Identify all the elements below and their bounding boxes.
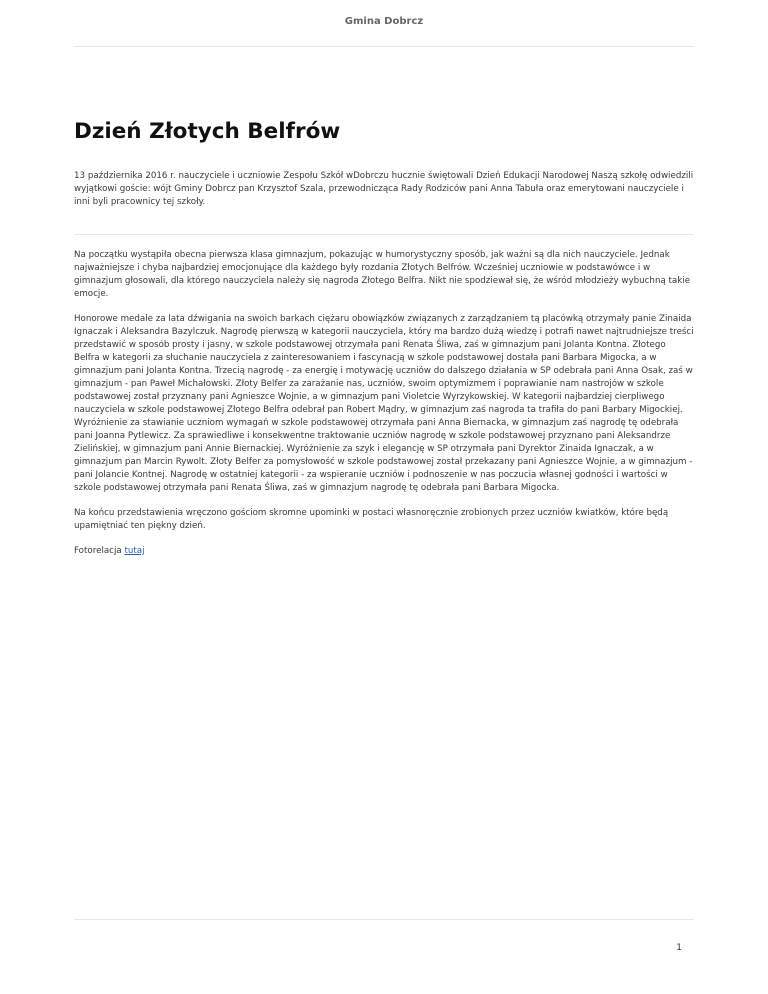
photo-report-link[interactable]: tutaj	[124, 546, 145, 556]
site-name[interactable]: Gmina Dobrcz	[344, 16, 424, 27]
divider	[74, 234, 694, 235]
paragraph-intro: Na początku wystąpiła obecna pierwsza klasa gimnazjum, pokazując w humorystyczny sposób, jak ważni są dla nich nauczyciele. Jednak najważniejsze i chyba najbardziej emocjonujące dla każdego były rozdania Złotych Belfrów. Wcześniej uczniowie w podstawówce i w gimnazjum głosowali, dla którego nauczyciela należy się nagroda Złotego Belfra. Nikt nie spodziewał się, że wśród młodzieży wybuchną takie emocje.	[74, 250, 691, 299]
article-lead: 13 października 2016 r. nauczyciele i uczniowie Zespołu Szkół wDobrczu hucznie świętowali Dzień Edukacji Narodowej Naszą szkołę odwiedzili wyjątkowi goście: wójt Gminy Dobrcz pan Krzysztof Szala, przewodnicząca Rady Rodziców pani Anna Tabuła oraz emerytowani nauczyciele i inni byli pracownicy tej szkoły.	[74, 171, 694, 207]
article-title: Dzień Złotych Belfrów	[74, 119, 341, 144]
page-footer	[74, 919, 694, 960]
article-body	[74, 249, 694, 558]
article	[74, 118, 694, 570]
photo-report-line	[74, 545, 694, 558]
site-header	[74, 0, 694, 47]
photo-report-label: Fotorelacja	[74, 546, 122, 556]
page-number: 1	[676, 943, 682, 953]
paragraph-closing: Na końcu przedstawienia wręczono gościom skromne upominki w postaci własnoręcznie zrobionych przez uczniów kwiatków, które będą upamiętniać ten piękny dzień.	[74, 508, 669, 531]
paragraph-awards: Honorowe medale za lata dźwigania na swoich barkach ciężaru obowiązków związanych z zarządzaniem tą placówką otrzymały panie Zinaida Ignaczak i Aleksandra Bazylczuk. Nagrodę pierwszą w kategorii nauczyciela, który ma bardzo dużą wiedzę i potrafi nawet najtrudniejsze treści przedstawić w sposób prosty i jasny, w szkole podstawowej otrzymała pani Renata Śliwa, zaś w gimnazjum pani Jolanta Kontna. Złotego Belfra w kategorii za słuchanie nauczyciela z zainteresowaniem i fascynacją w szkole podstawowej dostała pani Barbara Migocka, a w gimnazjum pani Jolanta Kontna. Trzecią nagrodę - za energię i motywację uczniów do dalszego działania w SP odebrała pani Anna Osak, zaś w gimnazjum - pan Paweł Michałowski. Złoty Belfer za zarażanie nas, uczniów, swoim optymizmem i poprawianie nam nastrojów w szkole podstawowej został przyznany pani Agnieszce Wojnie, a w gimnazjum pani Violetcie Wyrzykowskiej. W kategorii najbardziej cierpliwego nauczyciela w szkole podstawowej Złotego Belfra odebrał pan Robert Mądry, w gimnazjum zaś nagroda ta trafiła do pani Barbary Migockiej. Wyróżnienie za stawianie uczniom wymagań w szkole podstawowej otrzymała pani Anna Biernacka, w gimnazjum zaś nagrodę tę odebrała pani Joanna Pytlewicz. Za sprawiedliwe i konsekwentne traktowanie uczniów nagrodę w szkole podstawowej przyznano pani Aleksandrze Zielińskiej, w gimnazjum pani Annie Biernackiej. Wyróżnienie za szyk i elegancję w SP otrzymała pani Dyrektor Zinaida Ignaczak, a w gimnazjum pan Marcin Rywolt. Złoty Belfer za pomysłowość w szkole podstawowej został przekazany pani Agnieszce Wojnie, a w gimnazjum - pani Jolancie Kontnej. Nagrodę w ostatniej kategorii - za wspieranie uczniów i podnoszenie w nas poczucia własnej godności i wartości w szkole podstawowej otrzymała pani Renata Śliwa, zaś w gimnazjum nagrodę tę odebrała pani Barbara Migocka.	[74, 314, 694, 493]
